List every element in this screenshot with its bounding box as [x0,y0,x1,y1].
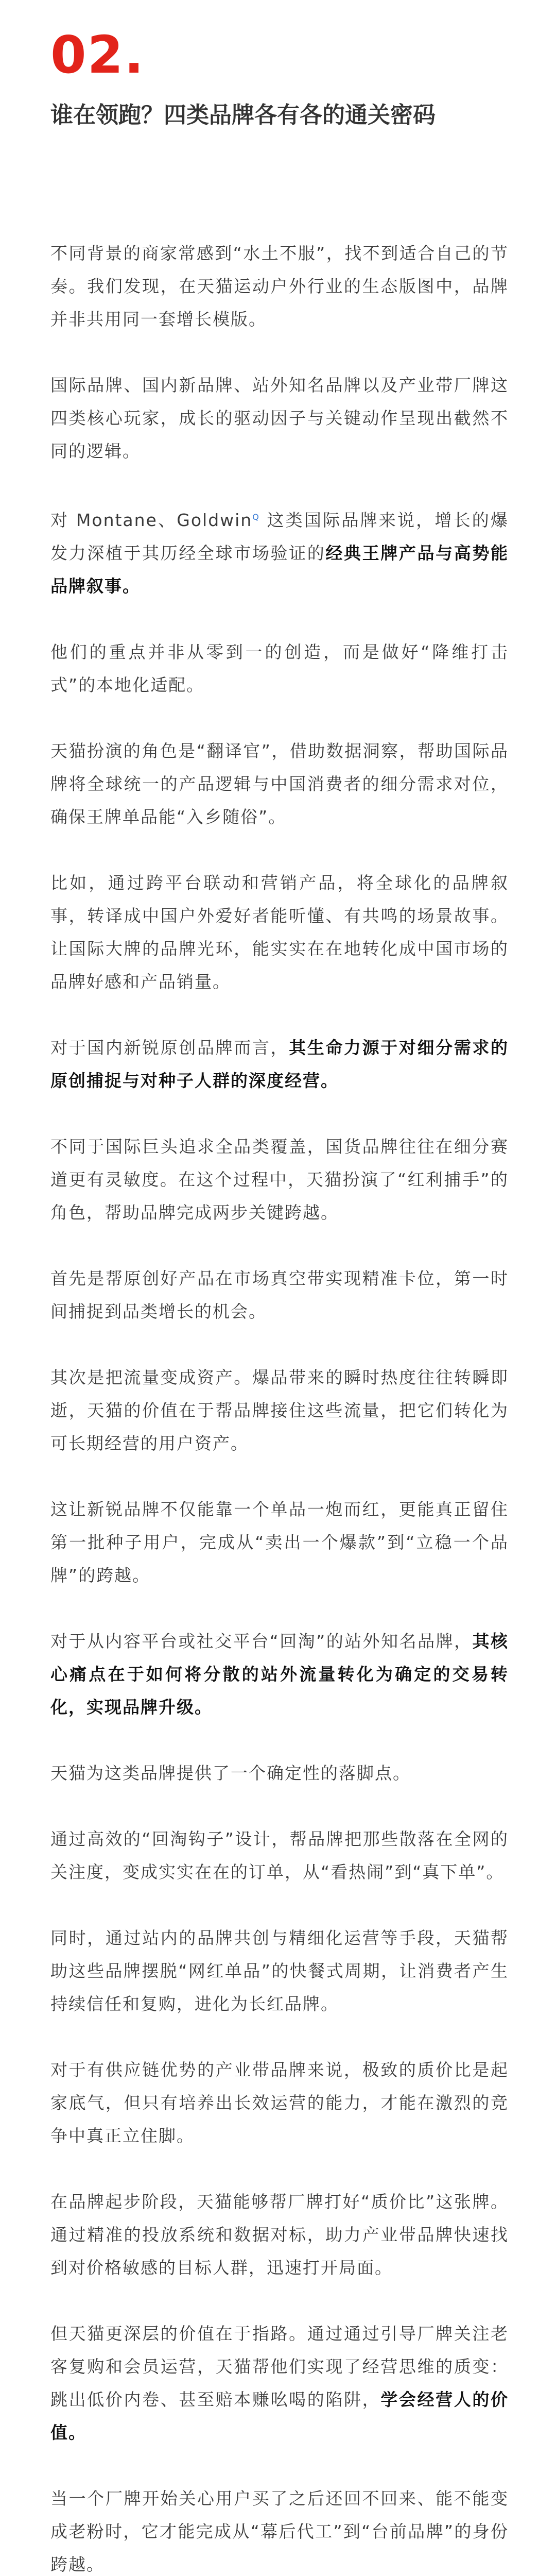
paragraph-identity-leap: 当一个厂牌开始关心用户买了之后还回不回来、能不能变成老粉时，它才能完成从“幕后代工”到“台前品牌”的身份跨越。 [50,2488,509,2574]
paragraph-four-types: 国际品牌、国内新品牌、站外知名品牌以及产业带厂牌这四类核心玩家，成长的驱动因子与关键动作呈现出截然不同的逻辑。 [50,375,509,461]
search-mark-icon[interactable]: Q [252,512,260,522]
paragraph-guidance [50,2317,509,2449]
paragraph-international-brands-text-2: 这类国际品牌来说，增长的爆发力深植于其历经全球市场验证的 [50,510,509,563]
paragraph-guidance-text: 但天猫更深层的价值在于指路。通过通过引导厂牌关注老客复购和会员运营，天猫帮他们实现了经营思维的质变：跳出低价内卷、甚至赔本赚吆喝的陷阱， [50,2324,509,2410]
paragraph-dividend-catcher: 不同于国际巨头追求全品类覆盖，国货品牌往往在细分赛道更有灵敏度。在这个过程中，天猫扮演了“红利捕手”的角色，帮助品牌完成两步关键跨越。 [50,1137,509,1223]
paragraph-domestic-brands-highlight: 其生命力源于对细分需求的原创捕捉与对种子人群的深度经营。 [50,1038,509,1091]
section-number-dot: . [124,25,145,85]
paragraph-offsite-brands-highlight: 其核心痛点在于如何将分散的站外流量转化为确定的交易转化，实现品牌升级。 [50,1631,509,1717]
article [50,0,509,2576]
section-title: 谁在领跑？四类品牌各有各的通关密码 [50,102,436,128]
paragraph-traffic-to-assets: 其次是把流量变成资产。爆品带来的瞬时热度往往转瞬即逝，天猫的价值在于帮品牌接住这些流量，把它们转化为可长期经营的用户资产。 [50,1367,509,1453]
paragraph-seed-users: 这让新锐品牌不仅能靠一个单品一炮而红，更能真正留住第一批种子用户，完成从“卖出一个爆款”到“立稳一个品牌”的跨越。 [50,1499,509,1585]
paragraph-cross-platform: 比如，通过跨平台联动和营销产品，将全球化的品牌叙事，转译成中国户外爱好者能听懂、有共鸣的场景故事。让国际大牌的品牌光环，能实实在在地转化成中国市场的品牌好感和产品销量。 [50,873,509,992]
paragraph-localization: 他们的重点并非从零到一的创造，而是做好“降维打击式”的本地化适配。 [50,642,509,695]
paragraph-guidance-highlight: 学会经营人的价值。 [50,2389,509,2443]
paragraph-precise-positioning: 首先是帮原创好产品在市场真空带实现精准卡位，第一时间捕捉到品类增长的机会。 [50,1268,509,1321]
paragraph-international-brands-text: 对 Montane、Goldwin [50,510,253,530]
paragraph-offsite-brands [50,1625,509,1724]
paragraph-international-brands-highlight: 经典王牌产品与高势能品牌叙事。 [50,543,509,596]
section-number-value: 02 [50,25,125,85]
section-number [50,27,509,83]
paragraph-domestic-brands [50,1031,509,1097]
paragraph-hook-design: 通过高效的“回淘钩子”设计，帮品牌把那些散落在全网的关注度，变成实实在在的订单，从“看热闹”到“真下单”。 [50,1829,509,1882]
paragraph-industrial-belt: 对于有供应链优势的产业带品牌来说，极致的质价比是起家底气，但只有培养出长效运营的能力，才能在激烈的竞争中真正立住脚。 [50,2060,509,2146]
paragraph-domestic-brands-text: 对于国内新锐原创品牌而言， [50,1038,289,1058]
paragraph-early-stage: 在品牌起步阶段，天猫能够帮厂牌打好“质价比”这张牌。通过精准的投放系统和数据对标，助力产业带品牌快速找到对价格敏感的目标人群，迅速打开局面。 [50,2192,509,2278]
paragraph-landing-point: 天猫为这类品牌提供了一个确定性的落脚点。 [50,1763,411,1783]
paragraph-international-brands [50,501,509,603]
paragraph-offsite-brands-text: 对于从内容平台或社交平台“回淘”的站外知名品牌， [50,1631,473,1651]
paragraph-translator-role: 天猫扮演的角色是“翻译官”，借助数据洞察，帮助国际品牌将全球统一的产品逻辑与中国消费者的细分需求对位，确保王牌单品能“入乡随俗”。 [50,741,509,827]
paragraph-long-lasting-brand: 同时，通过站内的品牌共创与精细化运营等手段，天猫帮助这些品牌摆脱“网红单品”的快餐式周期，让消费者产生持续信任和复购，进化为长红品牌。 [50,1928,509,2014]
paragraph-intro: 不同背景的商家常感到“水土不服”，找不到适合自己的节奏。我们发现，在天猫运动户外行业的生态版图中，品牌并非共用同一套增长模版。 [50,243,509,329]
